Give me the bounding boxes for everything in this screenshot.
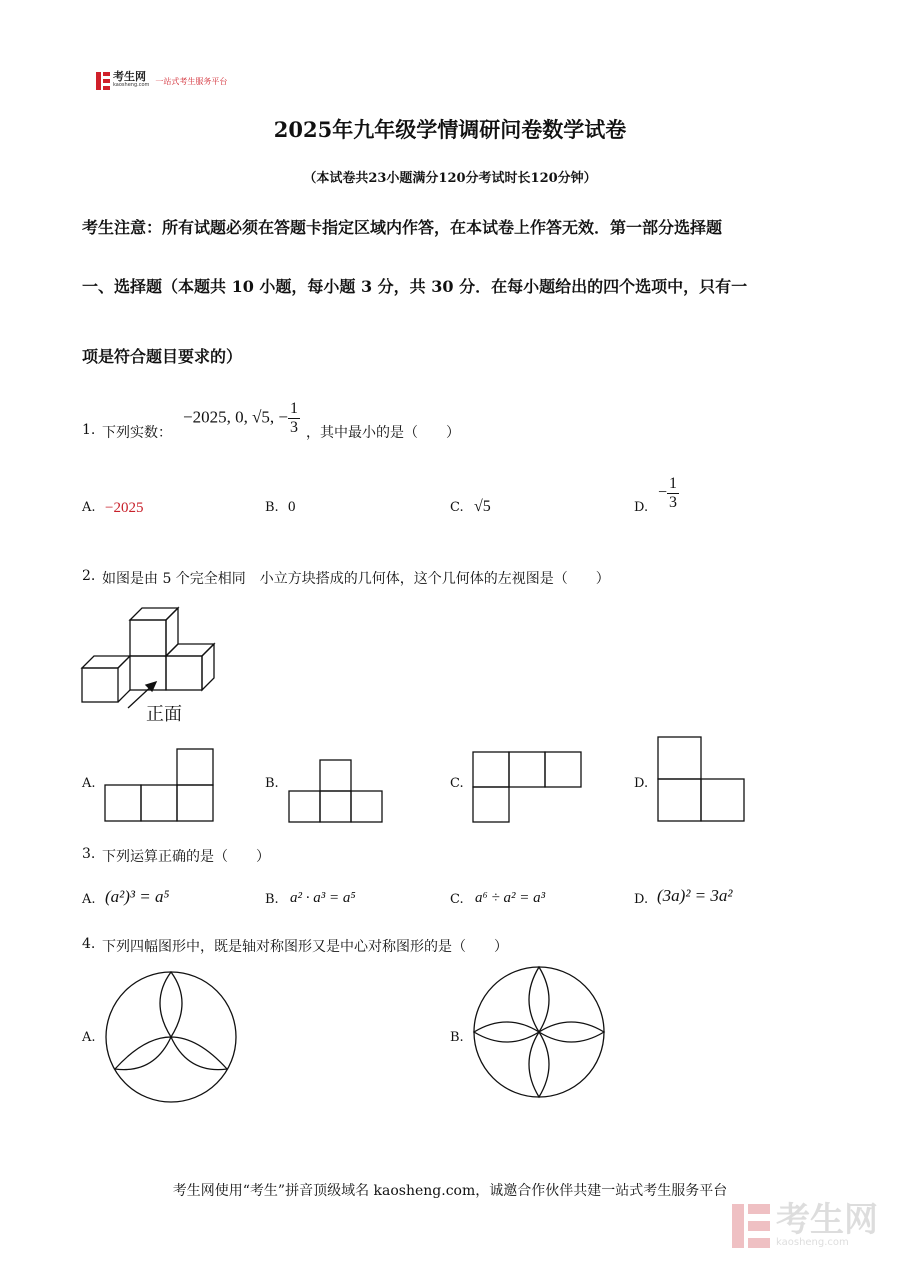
- q2-option-c-label[interactable]: C.: [450, 776, 464, 791]
- q2-option-a-label[interactable]: A.: [82, 776, 96, 791]
- q1-prefix: 下列实数：: [102, 425, 172, 441]
- footer-text: 考生网使用“考生”拼音顶级域名 kaosheng.com，诚邀合作伙伴共建一站式考生服务平台: [172, 1183, 728, 1199]
- section-heading-line1: 一、选择题（本题共 10 小题，每小题 3 分，共 30 分．在每小题给出的四个选项中，只有一: [82, 277, 748, 296]
- page-title: 2025年九年级学情调研问卷数学试卷: [273, 117, 627, 142]
- q1-expr-text: −2025, 0, √5, −: [183, 407, 289, 427]
- site-logo[interactable]: [96, 72, 227, 90]
- q3-option-d-label[interactable]: D.: [634, 892, 649, 907]
- q4-text: 下列四幅图形中，既是轴对称图形又是中心对称图形的是（ ）: [102, 939, 508, 955]
- q2-option-c-figure[interactable]: [472, 751, 582, 823]
- q2-option-a-figure[interactable]: [104, 748, 216, 823]
- q3-option-b-label[interactable]: B.: [265, 892, 279, 907]
- q4-option-a-figure[interactable]: [104, 970, 238, 1104]
- q4-option-b-figure[interactable]: [472, 965, 606, 1099]
- logo-slogan: 一站式考生服务平台: [155, 76, 228, 86]
- section-heading-line2: 项是符合题目要求的）: [82, 347, 243, 366]
- q1-number: 1.: [82, 422, 96, 438]
- q2-option-b-figure[interactable]: [288, 760, 383, 823]
- q2-option-b-label[interactable]: B.: [265, 776, 279, 791]
- watermark-brand: 考生网: [776, 1200, 878, 1240]
- q3-option-d[interactable]: (3a)² = 3a²: [657, 886, 733, 905]
- q4-option-b-label[interactable]: B.: [450, 1030, 464, 1045]
- watermark-logo: [732, 1200, 878, 1248]
- q4-option-a-label[interactable]: A.: [82, 1030, 96, 1045]
- q1-frac-den: 3: [290, 419, 299, 436]
- q1-frac-num: 1: [290, 400, 299, 417]
- q2-text: 如图是由 5 个完全相同 小立方块搭成的几何体，这个几何体的左视图是（ ）: [102, 571, 610, 587]
- q1-expression: [183, 400, 300, 437]
- q2-option-d-label[interactable]: D.: [634, 776, 649, 791]
- q1-option-b[interactable]: 0: [288, 499, 296, 515]
- q1-option-d-num: 1: [669, 475, 678, 492]
- q1-suffix: ，其中最小的是（ ）: [306, 425, 460, 441]
- q1-option-a-label[interactable]: A.: [82, 500, 96, 515]
- q2-option-d-figure[interactable]: [657, 736, 747, 824]
- q1-option-c-label[interactable]: C.: [450, 500, 464, 515]
- q3-option-c-label[interactable]: C.: [450, 892, 464, 907]
- exam-notice: 考生注意：所有试题必须在答题卡指定区域内作答，在本试卷上作答无效．第一部分选择题: [82, 218, 723, 237]
- q1-option-c[interactable]: √5: [474, 498, 491, 515]
- q1-option-d-den: 3: [669, 494, 678, 511]
- q4-number: 4.: [82, 936, 96, 952]
- q3-option-b[interactable]: a² · a³ = a⁵: [290, 890, 356, 906]
- watermark-url: kaosheng.com: [776, 1237, 849, 1248]
- q3-text: 下列运算正确的是（ ）: [102, 849, 270, 865]
- q1-option-d-label[interactable]: D.: [634, 500, 649, 515]
- logo-mark-icon: [96, 72, 110, 90]
- q1-option-b-label[interactable]: B.: [265, 500, 279, 515]
- q3-option-c[interactable]: a⁶ ÷ a² = a³: [475, 890, 546, 906]
- q3-number: 3.: [82, 846, 96, 862]
- q2-figure-label: 正面: [146, 704, 182, 725]
- logo-url: kaosheng.com: [113, 82, 150, 88]
- watermark-mark-icon: [732, 1204, 772, 1248]
- q3-option-a[interactable]: (a²)³ = a⁵: [105, 887, 170, 906]
- q1-option-d-sign: −: [658, 484, 668, 502]
- q1-option-a[interactable]: −2025: [105, 500, 144, 516]
- page-subtitle: （本试卷共23小题满分120分考试时长120分钟）: [303, 171, 597, 186]
- q2-number: 2.: [82, 568, 96, 584]
- q1-option-d[interactable]: [658, 475, 679, 512]
- q3-option-a-label[interactable]: A.: [82, 892, 96, 907]
- logo-brand: 考生网: [113, 70, 146, 83]
